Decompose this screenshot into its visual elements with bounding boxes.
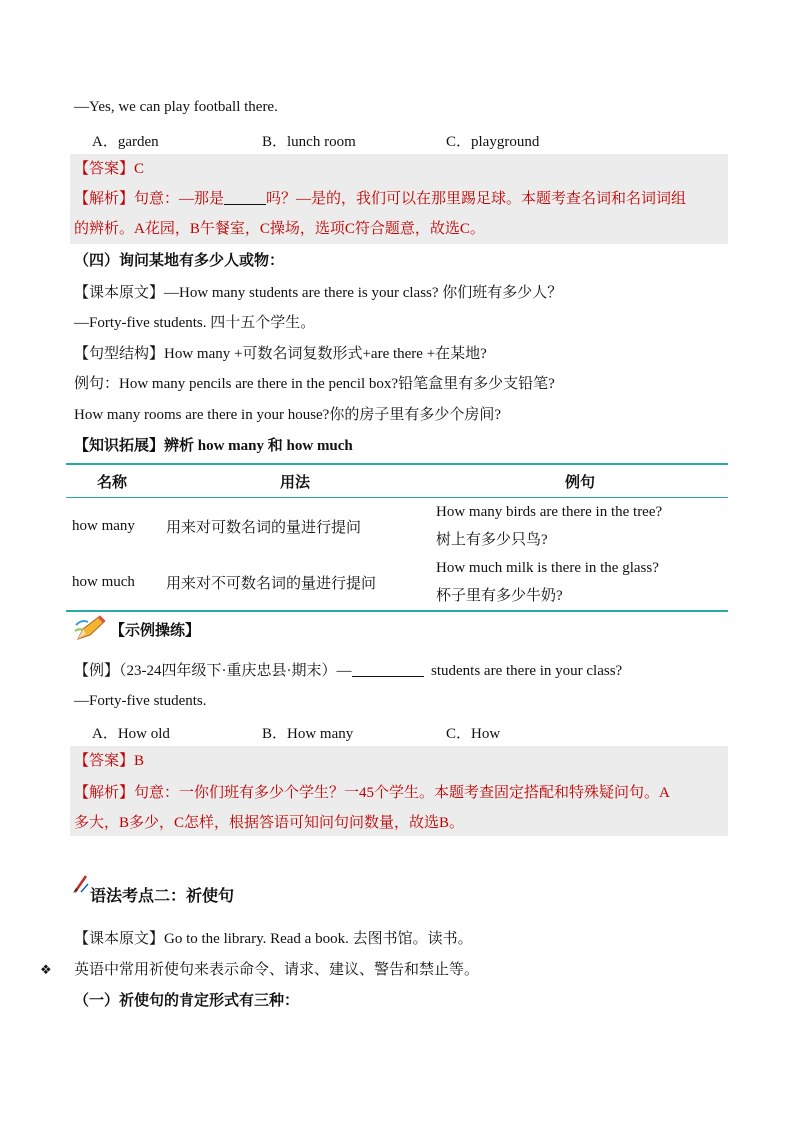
section-heading: （四）询问某地有多少人或物： [74, 253, 285, 269]
structure-line [74, 339, 760, 369]
cell-example [432, 498, 728, 555]
practice-option-b: B．How many [262, 726, 354, 742]
option-c: C．playground [446, 134, 540, 150]
analysis-tag: 【解析】 [74, 191, 135, 207]
practice-analysis-line-1 [74, 778, 760, 808]
textbook-reply: —Forty-five students. 四十五个学生。 [74, 315, 316, 331]
example-en: How many birds are there in the tree? [436, 504, 663, 520]
knowledge-extension-heading: 【知识拓展】辨析 how many 和 how much [74, 438, 353, 454]
grammar-subheading: （一）祈使句的肯定形式有三种： [74, 993, 300, 1009]
col-header-name: 名称 [66, 464, 158, 498]
cell-usage: 用来对可数名词的量进行提问 [166, 519, 362, 536]
analysis-line-2: 的辨析。A花园，B午餐室，C操场，选项C符合题意，故选C。 [74, 221, 485, 237]
analysis-text-a: 句意：—那是 [134, 191, 225, 207]
question-text: students are there in your class? [431, 663, 623, 679]
practice-answer-line [74, 746, 760, 776]
answer-value: C [134, 161, 145, 177]
practice-heading: 【示例操练】 [110, 623, 201, 639]
practice-answer-tag: 【答案】 [74, 753, 135, 769]
practice-analysis-tag: 【解析】 [74, 785, 135, 801]
textbook-line [74, 278, 760, 308]
option-a: A．garden [92, 134, 159, 150]
grammar-heading: 语法考点二：祈使句 [90, 888, 235, 905]
bullet-diamond-icon: ❖ [40, 962, 52, 977]
option-b: B．lunch room [262, 134, 356, 150]
practice-analysis-line-2: 多大，B多少，C怎样，根据答语可知问句问数量，故选B。 [74, 815, 465, 831]
cell-usage: 用来对不可数名词的量进行提问 [158, 554, 432, 611]
answer-tag: 【答案】 [74, 161, 135, 177]
brush-icon [72, 874, 90, 894]
example-sentence-1: 例句：How many pencils are there in the pencil box?铅笔盒里有多少支铅笔? [74, 376, 555, 392]
answer-blank [224, 186, 266, 205]
question-source: （23-24四年级下·重庆忠县·期末）— [119, 663, 352, 679]
question-answer-line: —Yes, we can play football there. [74, 99, 278, 115]
cell-name: how many [72, 517, 135, 534]
pencil-icon [74, 613, 108, 643]
table-header-row [66, 464, 728, 498]
structure-content: How many +可数名词复数形式+are there +在某地? [164, 346, 487, 362]
textbook-tag: 【课本原文】 [74, 285, 165, 301]
structure-tag: 【句型结构】 [74, 346, 165, 362]
example-zh: 树上有多少只鸟? [436, 532, 548, 548]
practice-answer-value: B [134, 753, 145, 769]
question-blank [352, 658, 424, 677]
analysis-line-1 [74, 184, 760, 214]
textbook-content: —How many students are there is your class? 你们班有多少人？ [164, 285, 563, 301]
table-row [66, 498, 728, 555]
example-en: How much milk is there in the glass? [436, 560, 659, 576]
practice-question [74, 656, 760, 686]
col-header-example: 例句 [432, 464, 728, 498]
practice-reply: —Forty-five students. [74, 693, 207, 709]
grammar-textbook-tag: 【课本原文】 [74, 931, 165, 947]
comparison-table [66, 463, 728, 612]
table-row [66, 554, 728, 611]
answer-line [74, 154, 760, 184]
analysis-text-b: 吗？—是的，我们可以在那里踢足球。本题考查名词和名词词组 [266, 191, 687, 207]
grammar-textbook-content: Go to the library. Read a book. 去图书馆。读书。 [164, 931, 473, 947]
example-sentence-2: How many rooms are there in your house?你的房子里有多少个房间? [74, 407, 502, 423]
practice-option-a: A．How old [92, 726, 170, 742]
question-tag: 【例】 [74, 663, 120, 679]
grammar-textbook-line [74, 924, 760, 954]
practice-option-c: C．How [446, 726, 501, 742]
col-header-usage: 用法 [158, 464, 432, 498]
cell-example [432, 554, 728, 611]
cell-name: how much [66, 554, 158, 611]
example-zh: 杯子里有多少牛奶? [436, 588, 563, 604]
practice-analysis-text: 句意：一你们班有多少个学生？一45个学生。本题考查固定搭配和特殊疑问句。A [134, 785, 670, 801]
grammar-bullet-text: 英语中常用祈使句来表示命令、请求、建议、警告和禁止等。 [74, 962, 480, 978]
